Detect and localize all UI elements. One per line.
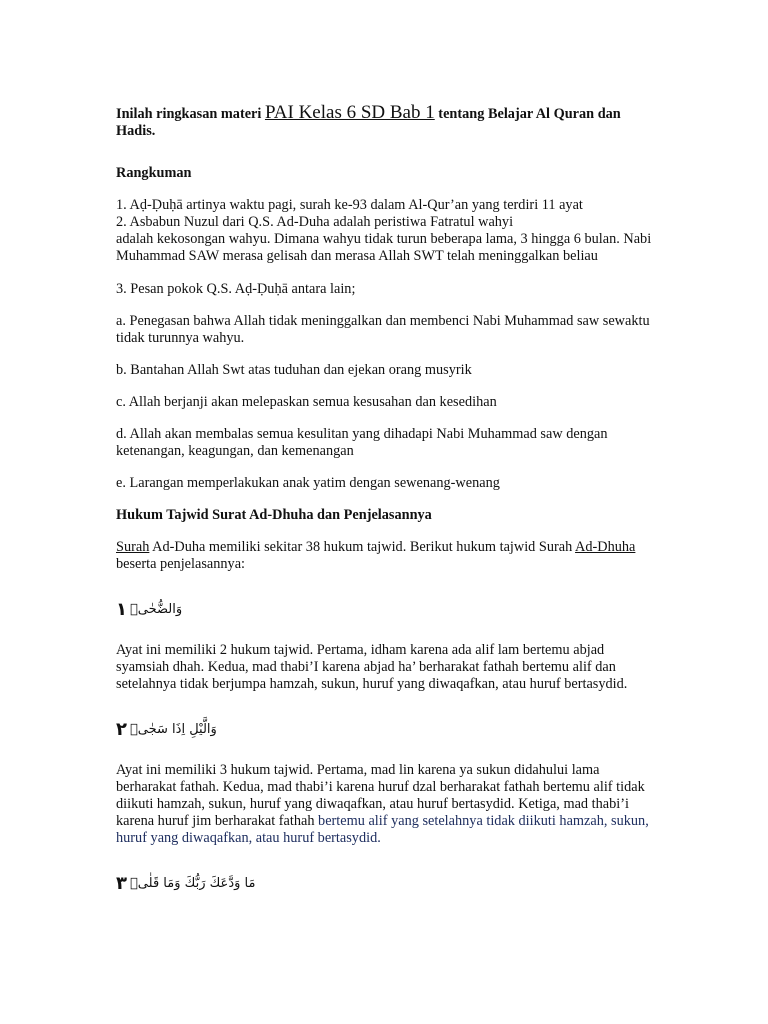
summary-item-2-rest: adalah kekosongan wahyu. Dimana wahyu tidak turun beberapa lama, 3 hingga 6 bulan. Nabi Muhammad SAW merasa gelisah dan merasa Allah SWT telah meninggalkan beliau — [116, 231, 652, 264]
summary-item-2-line1: 2. Asbabun Nuzul dari Q.S. Ad-Duha adalah peristiwa Fatratul wahyi — [116, 214, 514, 230]
ayah-3 — [116, 871, 652, 895]
summary-point-b: b. Bantahan Allah Swt atas tuduhan dan ejekan orang musyrik — [116, 362, 472, 378]
rangkuman-heading: Rangkuman — [116, 165, 192, 181]
summary-point-e: e. Larangan memperlakukan anak yatim dengan sewenang-wenang — [116, 475, 500, 491]
ayah-2-number: ٢ — [116, 718, 127, 740]
tajwid-intro — [116, 539, 652, 573]
summary-point-a: a. Penegasan bahwa Allah tidak meninggalkan dan membenci Nabi Muhammad saw sewaktu tidak turunnya wahyu. — [116, 313, 650, 346]
ayah-2 — [116, 717, 652, 741]
intro-paragraph — [116, 104, 652, 140]
summary-item-1: 1. Aḍ-Ḍuḥā artinya waktu pagi, surah ke-93 dalam Al-Qur’an yang terdiri 11 ayat — [116, 197, 583, 213]
ayah-2-explanation-main: Ayat ini memiliki 3 hukum tajwid. Pertama, mad lin karena ya sukun didahului lama berharakat fathah. Kedua, mad thabi’i karena huruf dzal berharakat fathah bertemu alif tidak diikuti hamzah, sukun, huruf yang diwaqafkan, atau huruf bertasydid. Ketiga, mad thabi’i karena huruf jim berharakat fathah — [116, 762, 645, 829]
summary-point-d: d. Allah akan membalas semua kesulitan yang dihadapi Nabi Muhammad saw dengan ketenangan, keagungan, dan kemenangan — [116, 426, 608, 459]
intro-link[interactable]: PAI Kelas 6 SD Bab 1 — [264, 102, 435, 123]
ayah-2-explanation — [116, 762, 652, 847]
ayah-1 — [116, 597, 652, 621]
tajwid-intro-mid: Ad-Duha memiliki sekitar 38 hukum tajwid. Berikut hukum tajwid Surah — [149, 539, 576, 555]
summary-point-c: c. Allah berjanji akan melepaskan semua kesusahan dan kesedihan — [116, 394, 497, 410]
summary-item-3: 3. Pesan pokok Q.S. Aḍ-Ḍuḥā antara lain; — [116, 281, 356, 297]
ayah-3-text: مَا وَدَّعَكَ رَبُّكَ وَمَا قَلٰىۗ — [130, 875, 256, 891]
intro-suffix: tentang Belajar Al Quran dan Hadis. — [116, 106, 621, 139]
ayah-1-text: وَالضُّحٰىۙ — [130, 601, 183, 617]
ayah-1-number: ١ — [116, 598, 127, 620]
intro-prefix: Inilah ringkasan materi — [116, 106, 265, 122]
tajwid-intro-end: beserta penjelasannya: — [116, 556, 246, 572]
surah-link[interactable]: Surah — [116, 539, 150, 555]
ad-dhuha-link[interactable]: Ad-Dhuha — [575, 539, 636, 555]
document-body — [116, 104, 652, 895]
ayah-1-explanation: Ayat ini memiliki 2 hukum tajwid. Pertama, idham karena ada alif lam bertemu abjad syamsiah dhah. Kedua, mad thabi’I karena abjad ha’ berharakat fathah bertemu alif dan setelahnya tidak berjumpa hamzah, sukun, huruf yang diwaqafkan, atau huruf bertasydid. — [116, 642, 628, 692]
ayah-2-text: وَالَّيْلِ اِذَا سَجٰىۙ — [130, 721, 217, 737]
ayah-3-number: ٣ — [116, 872, 127, 894]
ayah-2-explanation-end: bertemu alif yang setelahnya tidak diikuti hamzah, sukun, huruf yang diwaqafkan, atau huruf bertasydid. — [116, 813, 649, 846]
tajwid-heading: Hukum Tajwid Surat Ad-Dhuha dan Penjelasannya — [116, 507, 432, 523]
